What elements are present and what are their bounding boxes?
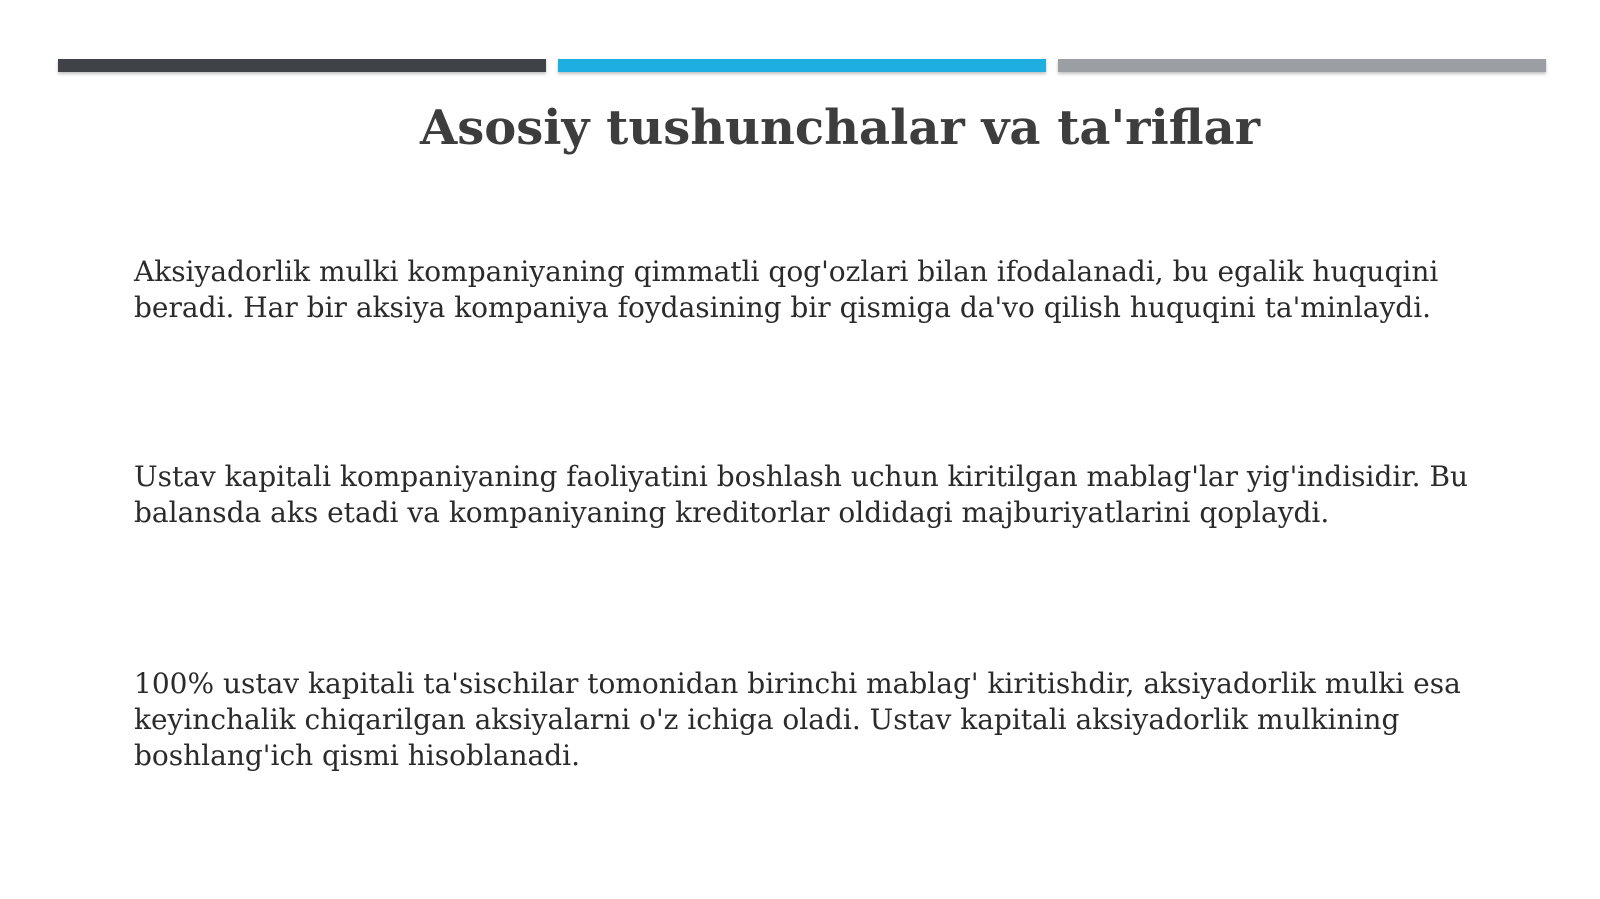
paragraph-shares-definition: Aksiyadorlik mulki kompaniyaning qimmatli qog'ozlari bilan ifodalanadi, bu egalik huquqini beradi. Har bir aksiya kompaniya foydasining bir qismiga da'vo qilish huquqini ta'minlaydi.: [134, 255, 1439, 324]
accent-bar-blue: [558, 59, 1046, 72]
header-accent-bars: [58, 59, 1546, 72]
paragraph-charter-capital: Ustav kapitali kompaniyaning faoliyatini boshlash uchun kiritilgan mablag'lar yig'indisidir. Bu balansda aks etadi va kompaniyaning kreditorlar oldidagi majburiyatlarini qoplaydi.: [134, 460, 1469, 529]
paragraph-comparison: 100% ustav kapitali ta'sischilar tomonidan birinchi mablag' kiritishdir, aksiyadorlik mulki esa keyinchalik chiqarilgan aksiyalarni o'z ichiga oladi. Ustav kapitali aksiyadorlik mulkining boshlang'ich qismi hisoblanadi.: [134, 667, 1461, 772]
accent-bar-dark: [58, 59, 546, 72]
accent-bar-gray: [1058, 59, 1546, 72]
slide-title: Asosiy tushunchalar va ta'riflar: [420, 100, 1260, 156]
